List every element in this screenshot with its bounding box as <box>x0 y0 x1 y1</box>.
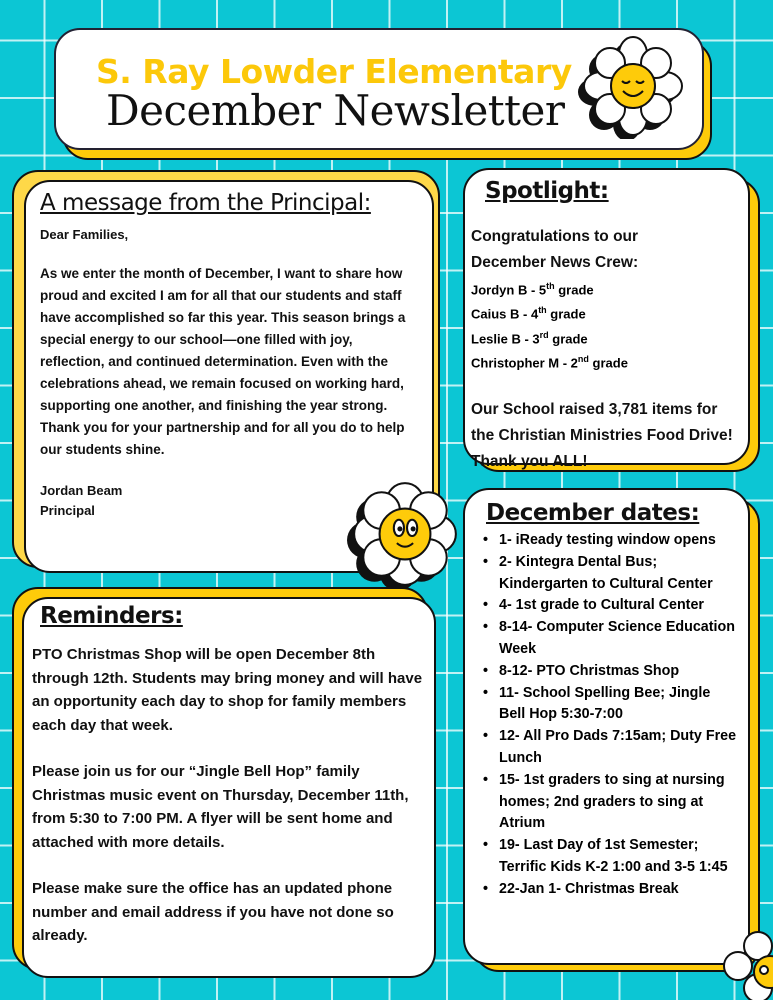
date-item: • 4- 1st grade to Cultural Center <box>483 595 738 617</box>
congrats-text: Congratulations to our December News Crew: <box>471 228 639 271</box>
crew-member <box>471 349 742 373</box>
flower-corner-icon <box>718 926 773 1000</box>
greeting: Dear Families, <box>40 227 129 242</box>
reminder-item: Please make sure the office has an updated phone number and email address if you have not done so already. <box>32 880 394 944</box>
spotlight-heading: Spotlight: <box>485 178 609 204</box>
crew-member <box>471 325 742 349</box>
crew-member <box>471 276 742 300</box>
date-item: • 8-14- Computer Science Education Week <box>483 617 738 661</box>
reminders-heading: Reminders: <box>40 603 183 629</box>
ordinal-suffix: rd <box>539 329 549 340</box>
dates-card <box>463 488 750 965</box>
principal-message: As we enter the month of December, I want to share how proud and excited I am for all that our students and staff have accomplished so far this year. This season brings a special energy to our school—one filled with joy, reflection, and continued determination. Even with the celebrations ahead, we remain focused on working hard, supporting one another, and finishing the year strong. Thank you for your partnership and for all you do to help our students shine. <box>40 266 406 457</box>
principal-heading: A message from the Principal: <box>40 190 371 216</box>
crew-grade: grade <box>546 306 586 322</box>
crew-name: Caius B - 4 <box>471 306 539 322</box>
dates-heading: December dates: <box>486 500 700 526</box>
dates-list <box>483 530 738 901</box>
school-name: S. Ray Lowder Elementary <box>96 52 572 91</box>
date-item: • 19- Last Day of 1st Semester; Terrific Kids K-2 1:00 and 3-5 1:45 <box>483 835 738 879</box>
principal-name: Jordan Beam <box>40 483 123 498</box>
crew-name: Christopher M - 2 <box>471 355 578 371</box>
spotlight-card <box>463 168 750 471</box>
food-drive-text: Our School raised 3,781 items for the Christian Ministries Food Drive! Thank you ALL! <box>471 401 733 471</box>
reminders-list <box>32 643 426 948</box>
reminder-item: Please join us for our “Jingle Bell Hop” family Christmas music event on Thursday, December 11th, from 5:30 to 7:00 PM. A flyer will be sent home and attached with more details. <box>32 763 409 851</box>
date-item: • 15- 1st graders to sing at nursing homes; 2nd graders to sing at Atrium <box>483 770 738 835</box>
date-item: • 8-12- PTO Christmas Shop <box>483 661 738 683</box>
date-item: • 2- Kintegra Dental Bus; Kindergarten to Cultural Center <box>483 552 738 596</box>
principal-role: Principal <box>40 503 95 518</box>
reminders-card <box>22 597 436 978</box>
date-item: • 12- All Pro Dads 7:15am; Duty Free Lunch <box>483 726 738 770</box>
newsletter-title: December Newsletter <box>106 86 565 135</box>
ordinal-suffix: th <box>546 281 555 291</box>
crew-grade: grade <box>588 355 628 371</box>
crew-name: Leslie B - 3 <box>471 330 540 346</box>
crew-member <box>471 300 742 324</box>
crew-name: Jordyn B - 5 <box>471 282 547 298</box>
reminder-item: PTO Christmas Shop will be open December 8th through 12th. Students may bring money and will have an opportunity each day to shop for family members each day that week. <box>32 646 423 734</box>
date-item: • 1- iReady testing window opens <box>483 530 738 552</box>
winking-flower-icon <box>345 475 465 593</box>
crew-grade: grade <box>554 282 594 298</box>
date-item: • 22-Jan 1- Christmas Break <box>483 879 738 901</box>
news-crew-list <box>471 276 742 373</box>
ordinal-suffix: th <box>538 305 547 316</box>
date-item: • 11- School Spelling Bee; Jingle Bell Hop 5:30-7:00 <box>483 683 738 727</box>
ordinal-suffix: nd <box>577 353 589 364</box>
crew-grade: grade <box>548 330 588 346</box>
smiling-flower-icon <box>578 34 688 139</box>
